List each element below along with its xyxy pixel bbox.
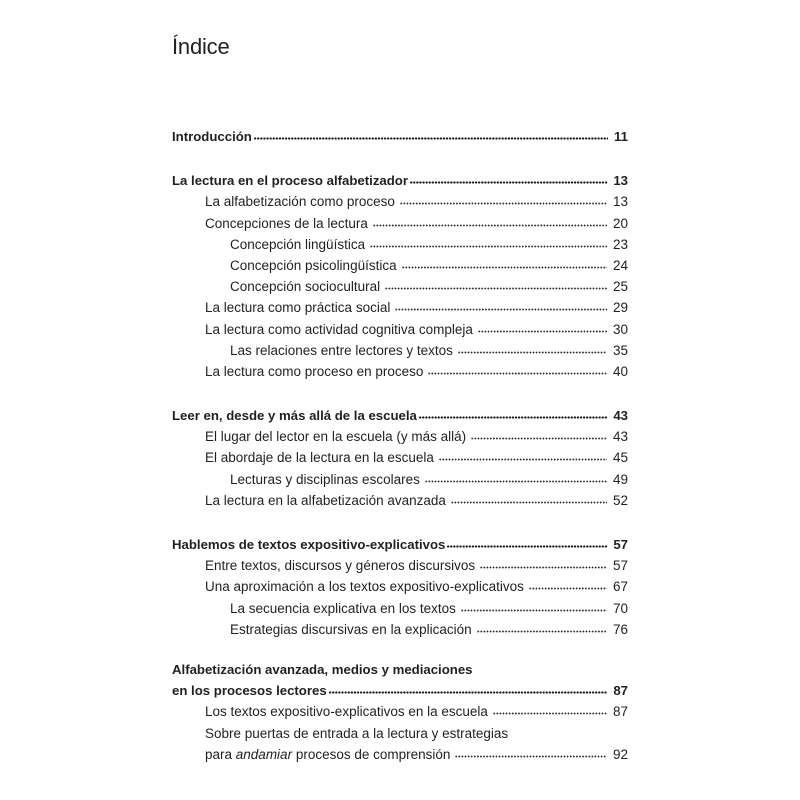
label-text: procesos de comprensión xyxy=(292,746,451,762)
toc-section xyxy=(172,170,628,382)
dot-leader xyxy=(493,712,607,715)
toc-page-number: 24 xyxy=(612,257,628,273)
toc-subentry xyxy=(172,469,628,490)
dot-leader xyxy=(254,137,608,140)
toc-entry xyxy=(172,361,628,382)
toc-section-heading xyxy=(172,680,628,701)
toc-section xyxy=(172,534,628,640)
toc-subentry xyxy=(172,619,628,640)
dot-leader xyxy=(447,545,607,548)
dot-leader xyxy=(458,351,607,354)
toc-entry-line xyxy=(172,723,628,744)
toc-page-number: 30 xyxy=(612,321,628,337)
toc-page-number: 43 xyxy=(613,408,628,424)
dot-leader xyxy=(373,224,607,227)
toc-page-number: 11 xyxy=(614,129,628,144)
toc-section-title: Alfabetización avanzada, medios y mediaciones xyxy=(172,661,473,677)
toc-entry xyxy=(172,555,628,576)
toc-subentry xyxy=(172,234,628,255)
dot-leader xyxy=(425,480,607,483)
toc-page-number: 57 xyxy=(613,537,628,552)
dot-leader xyxy=(439,458,607,461)
toc-page-number: 57 xyxy=(612,558,628,574)
toc-page-number: 25 xyxy=(612,279,628,295)
toc-section-title: Leer en, desde y más allá de la escuela xyxy=(172,408,417,424)
toc-page-number: 67 xyxy=(612,579,628,595)
toc-entry-label: Concepciones de la lectura xyxy=(205,215,368,231)
toc-entry-label: Entre textos, discursos y géneros discursivos xyxy=(205,558,476,574)
toc-section-title: La lectura en el proceso alfabetizador xyxy=(172,173,408,189)
toc-entry-label: La lectura como práctica social xyxy=(205,300,391,316)
toc-page-number: 13 xyxy=(612,194,628,210)
dot-leader xyxy=(477,630,607,633)
toc-section xyxy=(172,126,628,147)
toc-section-title-continued: en los procesos lectores xyxy=(172,683,327,699)
toc-page-number: 40 xyxy=(612,363,628,379)
dot-leader xyxy=(410,181,607,184)
dot-leader xyxy=(451,501,607,504)
toc-entry-label: Una aproximación a los textos expositivo-explicativos xyxy=(205,579,524,595)
label-text: para xyxy=(205,746,236,762)
toc-subentry xyxy=(172,255,628,276)
toc-entry xyxy=(172,213,628,234)
toc-page-number: 49 xyxy=(612,471,628,487)
toc-entry-label: Sobre puertas de entrada a la lectura y estrategias xyxy=(205,725,509,741)
dot-leader xyxy=(455,755,607,758)
toc-page-number: 87 xyxy=(612,704,628,720)
toc-subentry-label: Concepción psicolingüística xyxy=(230,257,397,273)
toc-subentry xyxy=(172,276,628,297)
toc-entry xyxy=(172,426,628,447)
toc-section-title: Hablemos de textos expositivo-explicativos xyxy=(172,537,446,552)
toc-page-number: 20 xyxy=(612,215,628,231)
toc-page-number: 23 xyxy=(612,236,628,252)
dot-leader xyxy=(385,287,607,290)
toc-page-number: 92 xyxy=(612,746,628,762)
toc-entry-label: La lectura como actividad cognitiva compleja xyxy=(205,321,473,337)
toc-subentry-label: La secuencia explicativa en los textos xyxy=(230,600,456,616)
toc-entry-label: El lugar del lector en la escuela (y más allá) xyxy=(205,429,467,445)
toc-entry xyxy=(172,576,628,597)
toc-entry-label: La lectura en la alfabetización avanzada xyxy=(205,492,446,508)
toc-entry xyxy=(172,447,628,468)
toc-entry xyxy=(172,297,628,318)
toc-section xyxy=(172,659,628,765)
toc-page-number: 70 xyxy=(612,600,628,616)
toc-entry xyxy=(172,490,628,511)
toc-page-number: 52 xyxy=(612,492,628,508)
dot-leader xyxy=(428,372,607,375)
dot-leader xyxy=(419,416,607,419)
toc-subentry-label: Las relaciones entre lectores y textos xyxy=(230,342,453,358)
toc-section-heading xyxy=(172,170,628,191)
dot-leader xyxy=(395,308,607,311)
toc-page-number: 35 xyxy=(612,342,628,358)
toc-section-heading xyxy=(172,534,628,555)
table-of-contents xyxy=(172,126,628,765)
toc-section-heading xyxy=(172,126,628,147)
toc-page-number: 29 xyxy=(612,300,628,316)
dot-leader xyxy=(402,266,607,269)
toc-entry xyxy=(172,191,628,212)
toc-entry-label-continued xyxy=(205,744,450,765)
toc-subentry-label: Lecturas y disciplinas escolares xyxy=(230,471,420,487)
toc-section-heading xyxy=(172,405,628,426)
toc-page-number: 43 xyxy=(612,429,628,445)
toc-page-number: 45 xyxy=(612,450,628,466)
toc-section-heading-line xyxy=(172,659,628,680)
page-title: Índice xyxy=(172,34,230,59)
toc-entry xyxy=(172,701,628,722)
toc-section-title: Introducción xyxy=(172,129,252,144)
dot-leader xyxy=(400,202,607,205)
dot-leader xyxy=(461,609,607,612)
toc-entry-label: Los textos expositivo-explicativos en la escuela xyxy=(205,704,488,720)
toc-page-number: 76 xyxy=(612,621,628,637)
toc-subentry xyxy=(172,340,628,361)
toc-entry xyxy=(172,319,628,340)
italic-term: andamiar xyxy=(235,746,293,762)
toc-subentry xyxy=(172,598,628,619)
dot-leader xyxy=(529,587,607,590)
toc-entry-label: La lectura como proceso en proceso xyxy=(205,363,424,379)
dot-leader xyxy=(471,437,607,440)
toc-page-number: 87 xyxy=(613,683,628,699)
dot-leader xyxy=(370,245,607,248)
dot-leader xyxy=(478,330,607,333)
toc-subentry-label: Estrategias discursivas en la explicación xyxy=(230,621,472,637)
toc-subentry-label: Concepción sociocultural xyxy=(230,279,381,295)
toc-page-number: 13 xyxy=(613,173,628,189)
toc-entry-label: La alfabetización como proceso xyxy=(205,194,395,210)
dot-leader xyxy=(329,691,608,694)
toc-entry xyxy=(172,744,628,765)
toc-subentry-label: Concepción lingüística xyxy=(230,236,366,252)
dot-leader xyxy=(480,566,607,569)
toc-entry-label: El abordaje de la lectura en la escuela xyxy=(205,450,434,466)
toc-section xyxy=(172,405,628,511)
